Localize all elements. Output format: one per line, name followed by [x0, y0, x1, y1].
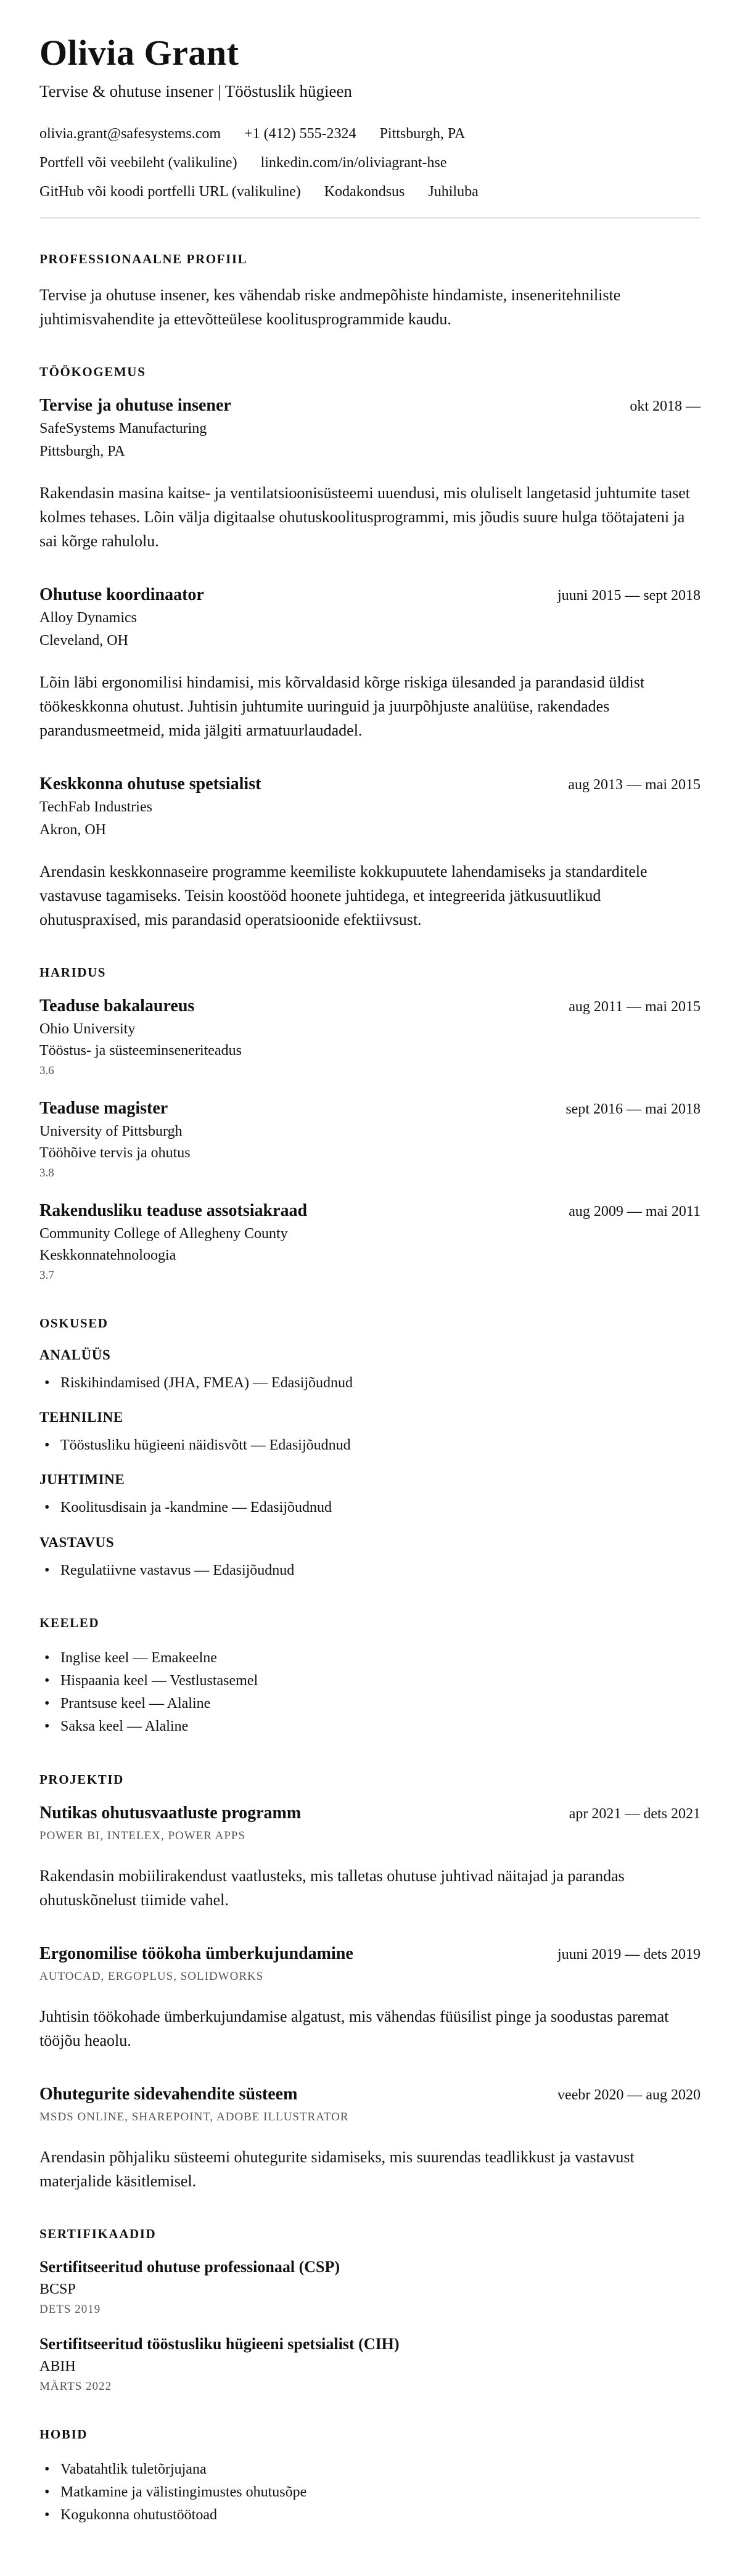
job-dates: juuni 2015 — sept 2018	[557, 588, 701, 604]
job-header	[39, 585, 701, 605]
section-profile	[39, 252, 701, 331]
project-tools: POWER BI, INTELEX, POWER APPS	[39, 1829, 246, 1842]
job-header	[39, 396, 701, 416]
degree-dates: aug 2011 — mai 2015	[569, 999, 701, 1015]
job-entry	[39, 774, 701, 932]
person-tagline: Tervise & ohutuse insener | Tööstuslik hügieen	[39, 82, 352, 100]
hobby-item: • Vabatahtlik tuletõrjujana	[39, 2458, 701, 2481]
project-dates: juuni 2019 — dets 2019	[557, 1946, 701, 1963]
school-name: Ohio University	[39, 1021, 136, 1037]
project-entry	[39, 1944, 701, 2053]
skill-group	[39, 1472, 701, 1519]
linkedin-text: linkedin.com/in/oliviagrant-hse	[260, 155, 447, 171]
gpa-value: 3.7	[39, 1269, 54, 1282]
education-header	[39, 996, 701, 1016]
portfolio-text: Portfell või veebileht (valikuline)	[39, 155, 237, 171]
project-entry	[39, 1803, 701, 1912]
job-entry	[39, 585, 701, 742]
education-entry	[39, 1099, 701, 1180]
email-text: olivia.grant@safesystems.com	[39, 126, 221, 142]
skill-item: • Tööstusliku hügieeni näidisvõtt — Edasijõudnud	[39, 1434, 701, 1457]
degree-name: Teaduse bakalaureus	[39, 996, 195, 1015]
project-dates: apr 2021 — dets 2021	[569, 1805, 701, 1822]
section-skills	[39, 1316, 701, 1582]
degree-dates: sept 2016 — mai 2018	[565, 1101, 701, 1117]
skill-item: • Koolitusdisain ja -kandmine — Edasijõudnud	[39, 1496, 701, 1519]
language-item: • Saksa keel — Alaline	[39, 1715, 701, 1738]
project-name: Ohutegurite sidevahendite süsteem	[39, 2084, 298, 2104]
school-name: University of Pittsburgh	[39, 1123, 183, 1139]
phone-text: +1 (412) 555-2324	[244, 126, 356, 142]
school-name: Community College of Allegheny County	[39, 1226, 288, 1242]
education-entry	[39, 1201, 701, 1282]
section-hobbies	[39, 2427, 701, 2527]
project-dates: veebr 2020 — aug 2020	[557, 2086, 701, 2103]
project-header	[39, 1944, 701, 1964]
field-of-study: Tööhõive tervis ja ohutus	[39, 1145, 191, 1161]
certification-entry	[39, 2258, 701, 2316]
location-text: Pittsburgh, PA	[379, 126, 466, 142]
field-of-study: Keskkonnatehnoloogia	[39, 1247, 176, 1263]
citizenship-text: Kodakondsus	[324, 184, 405, 200]
language-item: • Hispaania keel — Vestlustasemel	[39, 1670, 701, 1692]
section-languages	[39, 1615, 701, 1739]
job-role: Keskkonna ohutuse spetsialist	[39, 774, 261, 794]
section-projects	[39, 1772, 701, 2193]
language-item: • Prantsuse keel — Alaline	[39, 1692, 701, 1715]
resume-header	[39, 32, 701, 218]
hobby-list	[39, 2458, 701, 2527]
skill-list	[39, 1372, 701, 1395]
contact-row-2	[39, 155, 701, 171]
gpa-value: 3.8	[39, 1167, 54, 1179]
certification-name: Sertifitseeritud tööstusliku hügieeni spetsialist (CIH)	[39, 2334, 400, 2353]
contact-row-3	[39, 184, 701, 200]
skill-group-name: VASTAVUS	[39, 1534, 115, 1550]
job-entry	[39, 396, 701, 553]
education-header	[39, 1099, 701, 1118]
skill-group-name: ANALÜÜS	[39, 1347, 111, 1363]
job-location: Cleveland, OH	[39, 633, 128, 649]
project-tools: AUTOCAD, ERGOPLUS, SOLIDWORKS	[39, 1969, 264, 1983]
github-text: GitHub või koodi portfelli URL (valikuline)	[39, 184, 301, 200]
section-title: PROFESSIONAALNE PROFIIL	[39, 252, 248, 266]
job-dates: okt 2018 —	[630, 398, 701, 414]
certification-date: MÄRTS 2022	[39, 2379, 112, 2393]
project-tools: MSDS ONLINE, SHAREPOINT, ADOBE ILLUSTRATOR	[39, 2110, 349, 2123]
skill-group	[39, 1535, 701, 1582]
certification-issuer: ABIH	[39, 2358, 76, 2374]
contact-row-1	[39, 126, 701, 142]
skill-item: • Regulatiivne vastavus — Edasijõudnud	[39, 1559, 701, 1582]
field-of-study: Tööstus- ja süsteeminseneriteadus	[39, 1043, 242, 1059]
project-description: Juhtisin töökohade ümberkujundamise algatust, mis vähendas füüsilist pinge ja soodustas paremat tööjõu heaolu.	[39, 2007, 669, 2049]
job-role: Tervise ja ohutuse insener	[39, 396, 231, 415]
section-experience	[39, 364, 701, 932]
gpa-value: 3.6	[39, 1064, 54, 1077]
education-header	[39, 1201, 701, 1221]
job-description: Arendasin keskkonnaseire programme keemiliste kokkupuutete lahendamiseks ja standarditele vastavuse tagamiseks. Teisin koostööd hoonete juhtidega, et integreerida jätkusuutlikud ohutuspraxised, mis parandasid operatsioonide efektiivsust.	[39, 863, 648, 929]
job-header	[39, 774, 701, 794]
job-description: Rakendasin masina kaitse- ja ventilatsioonisüsteemi uuendusi, mis oluliselt langetasid juhtumite taset kolmes tehases. Lõin välja digitaalse ohutuskoolitusprogrammi, mis jõudis suure hulga töötajateni ja sai kõrge rahulolu.	[39, 484, 690, 550]
project-header	[39, 2085, 701, 2104]
job-company: SafeSystems Manufacturing	[39, 420, 207, 437]
job-description: Lõin läbi ergonomilisi hindamisi, mis kõrvaldasid kõrge riskiga ülesanded ja parandasid üldist töökeskkonna ohutust. Juhtisin juhtumite uuringuid ja juurpõhjuste analüüse, rakendades parandusmeetmeid, mida jälgiti armatuurlaudadel.	[39, 673, 645, 739]
job-role: Ohutuse koordinaator	[39, 585, 204, 604]
project-description: Arendasin põhjaliku süsteemi ohutegurite sidamiseks, mis suurendas teadlikkust ja vastavust materjalide käsitlemisel.	[39, 2147, 635, 2190]
education-entry	[39, 996, 701, 1078]
section-title: HARIDUS	[39, 965, 107, 980]
certification-name: Sertifitseeritud ohutuse professionaal (CSP)	[39, 2257, 340, 2276]
job-company: TechFab Industries	[39, 799, 152, 815]
hobby-item: • Matkamine ja välistingimustes ohutusõpe	[39, 2481, 701, 2504]
skill-group	[39, 1409, 701, 1457]
drivers-license-text: Juhiluba	[428, 184, 479, 200]
skill-list	[39, 1559, 701, 1582]
project-name: Ergonomilise töökoha ümberkujundamine	[39, 1943, 353, 1963]
section-title: HOBID	[39, 2426, 88, 2442]
language-item: • Inglise keel — Emakeelne	[39, 1647, 701, 1670]
skill-item: • Riskihindamised (JHA, FMEA) — Edasijõudnud	[39, 1372, 701, 1395]
job-company: Alloy Dynamics	[39, 610, 137, 626]
degree-dates: aug 2009 — mai 2011	[569, 1204, 701, 1220]
degree-name: Rakendusliku teaduse assotsiakraad	[39, 1201, 308, 1220]
project-header	[39, 1803, 701, 1823]
project-description: Rakendasin mobiilirakendust vaatlusteks, mis talletas ohutuse juhtivad näitajad ja parandas ohutuskõnelust tiimide vahel.	[39, 1866, 625, 1909]
hobby-item: • Kogukonna ohutustöötoad	[39, 2504, 701, 2527]
person-name: Olivia Grant	[39, 33, 239, 73]
job-location: Akron, OH	[39, 822, 106, 838]
certification-date: DETS 2019	[39, 2302, 101, 2316]
section-title: KEELED	[39, 1615, 100, 1630]
certification-issuer: BCSP	[39, 2281, 76, 2297]
section-education	[39, 965, 701, 1282]
degree-name: Teaduse magister	[39, 1099, 168, 1118]
section-title: SERTIFIKAADID	[39, 2226, 157, 2241]
section-title: PROJEKTID	[39, 1771, 124, 1787]
certification-entry	[39, 2335, 701, 2393]
section-title: OSKUSED	[39, 1316, 109, 1331]
job-dates: aug 2013 — mai 2015	[568, 777, 701, 793]
project-entry	[39, 2085, 701, 2193]
skill-group-name: JUHTIMINE	[39, 1472, 125, 1488]
skill-group-name: TEHNILINE	[39, 1409, 123, 1425]
language-list	[39, 1647, 701, 1739]
profile-text: Tervise ja ohutuse insener, kes vähendab riske andmepõhiste hindamiste, inseneritehniliste juhtimisvahendite ja ettevõtteülese koolitusprogrammide kaudu.	[39, 286, 621, 328]
skill-list	[39, 1434, 701, 1457]
section-certifications	[39, 2226, 701, 2393]
job-location: Pittsburgh, PA	[39, 443, 125, 459]
section-title: TÖÖKOGEMUS	[39, 364, 146, 379]
project-name: Nutikas ohutusvaatluste programm	[39, 1803, 302, 1823]
skill-group	[39, 1347, 701, 1395]
skill-list	[39, 1496, 701, 1519]
